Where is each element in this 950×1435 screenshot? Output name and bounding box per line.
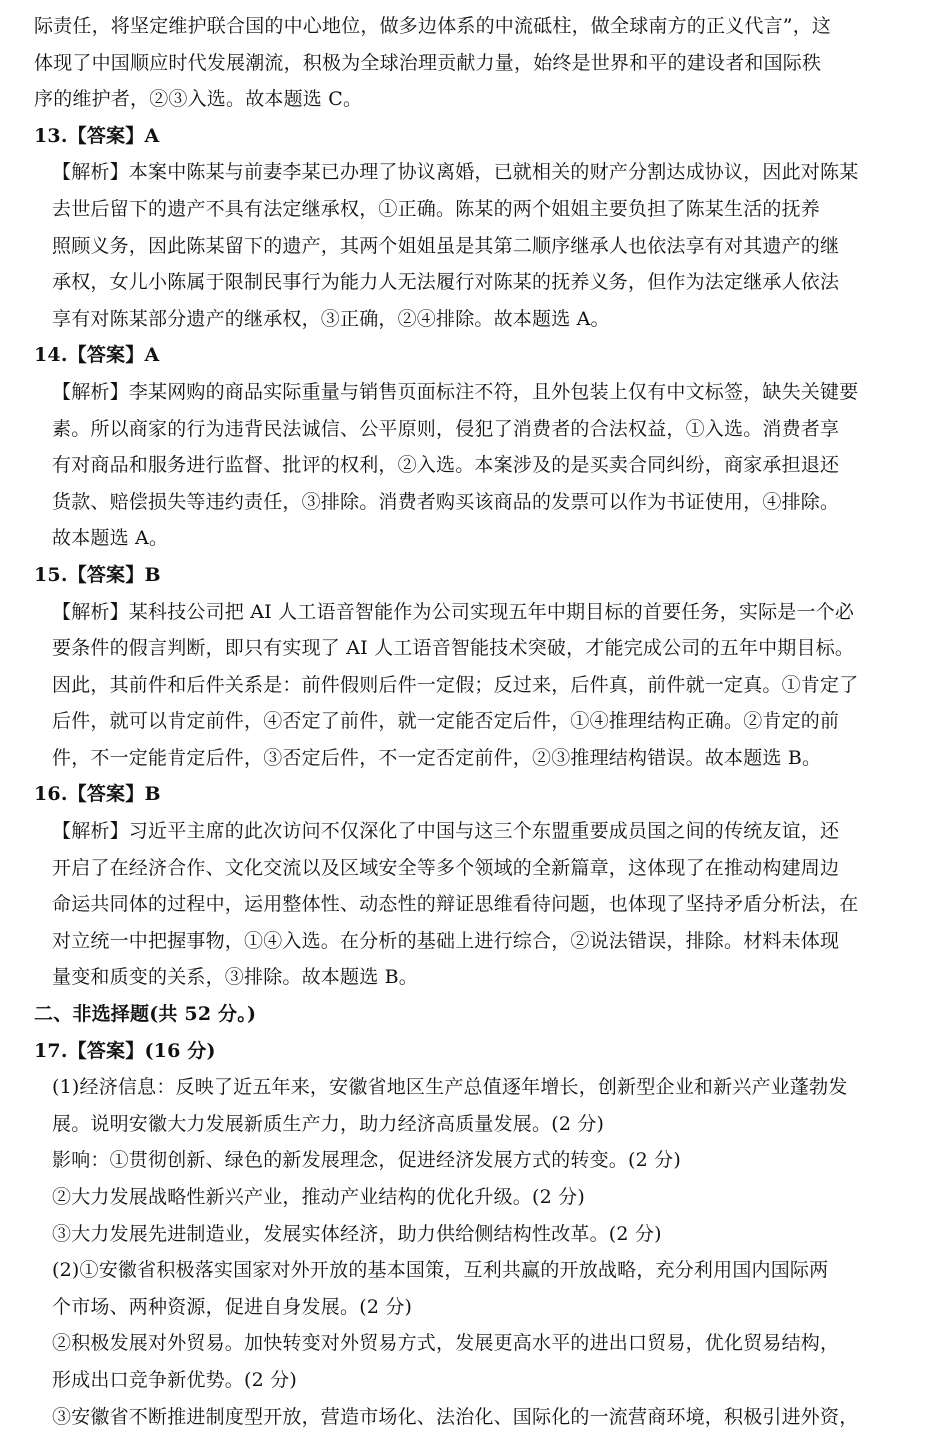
text-line: 展。说明安徽大力发展新质生产力，助力经济高质量发展。(2 分): [52, 1112, 605, 1135]
text-line: 享有对陈某部分遗产的继承权，③正确，②④排除。故本题选 A。: [52, 307, 610, 330]
text-line: 开启了在经济合作、文化交流以及区域安全等多个领域的全新篇章，这体现了在推动构建周边: [52, 856, 840, 879]
text-line: 【解析】习近平主席的此次访问不仅深化了中国与这三个东盟重要成员国之间的传统友谊，还: [52, 820, 840, 843]
q13-block: [34, 118, 922, 338]
q13-answer-header: 13.【答案】A: [34, 124, 160, 147]
text-line: 【解析】某科技公司把 AI 人工语音智能作为公司实现五年中期目标的首要任务，实际是一个必: [52, 600, 855, 623]
text-line: 因此，其前件和后件关系是：前件假则后件一定假；反过来，后件真，前件就一定真。①肯定了: [52, 673, 859, 696]
text-line: 故本题选 A。: [52, 527, 169, 550]
text-line: 后件，就可以肯定前件，④否定了前件，就一定能否定后件，①④推理结构正确。②肯定的前: [52, 710, 840, 733]
text-line: ③大力发展先进制造业，发展实体经济，助力供给侧结构性改革。(2 分): [52, 1222, 662, 1245]
text-line: 序的维护者，②③入选。故本题选 C。: [34, 88, 363, 111]
text-line: (2)①安徽省积极落实国家对外开放的基本国策，互利共赢的开放战略，充分利用国内国际两: [52, 1259, 829, 1282]
text-line: ③安徽省不断推进制度型开放，营造市场化、法治化、国际化的一流营商环境，积极引进外资，: [52, 1405, 859, 1428]
text-line: 有对商品和服务进行监督、批评的权利，②入选。本案涉及的是买卖合同纠纷，商家承担退还: [52, 454, 840, 477]
q15-block: [34, 557, 922, 777]
text-line: 件，不一定能肯定后件，③否定后件，不一定否定前件，②③推理结构错误。故本题选 B。: [52, 746, 822, 769]
text-line: 承权，女儿小陈属于限制民事行为能力人无法履行对陈某的抚养义务，但作为法定继承人依法: [52, 271, 840, 294]
text-line: 个市场、两种资源，促进自身发展。(2 分): [52, 1295, 413, 1318]
text-line: 对立统一中把握事物，①④入选。在分析的基础上进行综合，②说法错误，排除。材料未体现: [52, 929, 840, 952]
q17-answer-header: 17.【答案】(16 分): [34, 1039, 216, 1062]
text-line: 命运共同体的过程中，运用整体性、动态性的辩证思维看待问题，也体现了坚持矛盾分析法，在: [52, 893, 859, 916]
text-line: 形成出口竞争新优势。(2 分): [52, 1368, 297, 1391]
q12-continuation: [34, 8, 922, 118]
q16-block: [34, 776, 922, 996]
text-line: 要条件的假言判断，即只有实现了 AI 人工语音智能技术突破，才能完成公司的五年中期目标。: [52, 637, 855, 660]
q17-block: [34, 1033, 922, 1435]
text-line: ②大力发展战略性新兴产业，推动产业结构的优化升级。(2 分): [52, 1186, 585, 1208]
text-line: 影响：①贯彻创新、绿色的新发展理念，促进经济发展方式的转变。(2 分): [52, 1149, 681, 1172]
text-line: 量变和质变的关系，③排除。故本题选 B。: [52, 966, 419, 989]
text-line: 体现了中国顺应时代发展潮流，积极为全球治理贡献力量，始终是世界和平的建设者和国际秩: [34, 51, 822, 74]
text-line: 际责任，将坚定维护联合国的中心地位，做多边体系的中流砥柱，做全球南方的正义代言”，这: [34, 15, 832, 37]
text-line: 去世后留下的遗产不具有法定继承权，①正确。陈某的两个姐姐主要负担了陈某生活的抚养: [52, 197, 821, 220]
text-line: (1)经济信息：反映了近五年来，安徽省地区生产总值逐年增长，创新型企业和新兴产业蓬勃发: [52, 1076, 848, 1099]
text-line: 照顾义务，因此陈某留下的遗产，其两个姐姐虽是其第二顺序继承人也依法享有对其遗产的继: [52, 234, 840, 257]
q14-block: [34, 337, 922, 557]
text-line: 素。所以商家的行为违背民法诚信、公平原则，侵犯了消费者的合法权益，①入选。消费者享: [52, 417, 840, 440]
text-line: 货款、赔偿损失等违约责任，③排除。消费者购买该商品的发票可以作为书证使用，④排除。: [52, 490, 840, 513]
text-line: ②积极发展对外贸易。加快转变对外贸易方式，发展更高水平的进出口贸易，优化贸易结构，: [52, 1332, 840, 1355]
q14-answer-header: 14.【答案】A: [34, 344, 160, 367]
section-title: 二、非选择题(共 52 分。): [34, 1003, 257, 1026]
text-line: 【解析】本案中陈某与前妻李某已办理了协议离婚，已就相关的财产分割达成协议，因此对陈某: [52, 161, 859, 184]
q16-answer-header: 16.【答案】B: [34, 783, 161, 806]
q15-answer-header: 15.【答案】B: [34, 563, 161, 586]
text-line: 【解析】李某网购的商品实际重量与销售页面标注不符，且外包装上仅有中文标签，缺失关键要: [52, 380, 859, 403]
